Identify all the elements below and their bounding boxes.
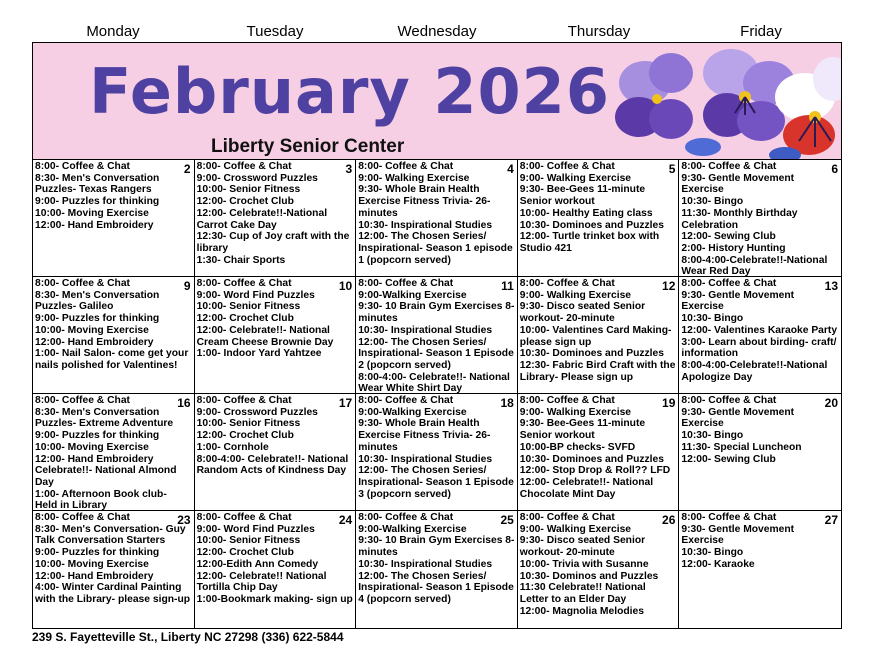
- day-number: 19: [662, 396, 676, 410]
- event-item: 8:00- Coffee & Chat: [358, 395, 454, 406]
- pansy-flowers-illustration: [609, 43, 841, 159]
- event-item: 10:00- Valentines Card Making- please sign up: [519, 324, 672, 348]
- day-number: 13: [824, 279, 838, 293]
- day-cell-4: [356, 160, 518, 277]
- day-number: 20: [824, 396, 838, 410]
- day-number: 10: [338, 279, 353, 293]
- event-item: 10:00- Moving Exercise: [35, 558, 149, 570]
- weekday-header: [32, 22, 842, 42]
- event-list: [358, 278, 515, 394]
- event-item: 2:00- History Hunting: [681, 242, 786, 254]
- day-cell-26: [518, 511, 680, 628]
- day-cell-23: [33, 511, 195, 628]
- event-list: [681, 512, 839, 571]
- event-item: 12:00- Karaoke: [681, 558, 755, 570]
- pansy-leaves: [685, 138, 801, 159]
- weekday-label: Tuesday: [246, 23, 304, 40]
- event-item: 8:00- Coffee & Chat: [358, 161, 454, 172]
- day-number: 6: [831, 162, 838, 176]
- event-item: 10:30- Inspirational Studies: [358, 324, 493, 336]
- event-item: 12:00- Celebrate!!- National Chocolate Mint Day: [519, 476, 654, 500]
- event-item: 9:30- Bee-Gees 11-minute Senior workout: [519, 184, 646, 208]
- event-item: 12:00- Hand Embroidery Celebrate!!- National Almond Day: [35, 453, 177, 488]
- event-item: 12:00- Magnolia Melodies: [519, 605, 644, 617]
- center-name: Liberty Senior Center: [211, 136, 405, 157]
- day-number: 25: [500, 513, 514, 527]
- day-number: 2: [183, 162, 191, 176]
- event-item: 11:30- Monthly Birthday Celebration: [681, 207, 798, 231]
- day-cell-17: [195, 394, 357, 511]
- event-item: 10:30- Bingo: [681, 430, 744, 442]
- event-item: 12:00- Hand Embroidery: [35, 570, 154, 582]
- event-item: 10:30- Inspirational Studies: [358, 453, 493, 465]
- event-item: 9:00- Puzzles for thinking: [35, 313, 160, 325]
- day-number: 23: [177, 513, 191, 527]
- day-cell-6: [679, 160, 841, 277]
- event-item: 8:00- Coffee & Chat: [519, 161, 615, 172]
- event-item: 10:30- Dominoes and Puzzles: [519, 219, 664, 231]
- event-item: 12:00- The Chosen Series/ Inspirational- Season 1 Episode 4 (popcorn served): [358, 570, 514, 605]
- event-list: [197, 395, 354, 477]
- event-item: 12:00- Turtle trinket box with Studio 421: [519, 231, 660, 254]
- event-item: 8:00- Coffee & Chat: [196, 395, 292, 406]
- event-item: 1:00- Indoor Yard Yahtzee: [196, 348, 322, 360]
- event-item: 12:00- Crochet Club: [196, 196, 294, 208]
- day-cell-10: [195, 277, 357, 394]
- event-item: 12:00- Hand Embroidery: [35, 336, 154, 348]
- event-item: 11:30 Celebrate!! National Letter to an Elder Day: [519, 582, 646, 605]
- event-item: 9:00- Puzzles for thinking: [35, 196, 160, 208]
- event-list: [681, 161, 839, 277]
- day-cell-5: [518, 160, 680, 277]
- event-item: 8:00- Coffee & Chat: [35, 278, 130, 289]
- event-list: [35, 161, 192, 231]
- weekday-label: Wednesday: [397, 23, 477, 40]
- day-number: 11: [501, 279, 514, 293]
- event-item: 9:00-Walking Exercise: [358, 406, 467, 418]
- event-item: 12:00- Celebrate!!- National Cream Cheese Brownie Day: [196, 324, 334, 348]
- event-item: 9:00- Crossword Puzzles: [196, 406, 318, 418]
- event-item: 12:00- The Chosen Series/ Inspirational- Season 1 Episode 3 (popcorn served): [358, 465, 514, 500]
- event-item: 8:00- Coffee & Chat: [35, 512, 130, 523]
- event-item: 11:30- Special Luncheon: [681, 441, 802, 453]
- event-item: 8:00-4:00-Celebrate!!-National Wear Red Day: [681, 254, 828, 277]
- event-item: 10:30- Bingo: [681, 547, 744, 559]
- event-item: 1:00- Cornhole: [196, 441, 269, 453]
- event-item: 8:00-4:00-Celebrate!!-National Apologize Day: [681, 359, 828, 383]
- event-item: 9:30- Gentle Movement Exercise: [681, 523, 795, 547]
- event-item: 9:00- Puzzles for thinking: [35, 547, 160, 559]
- day-number: 27: [824, 513, 838, 527]
- event-list: [197, 278, 354, 360]
- event-item: 12:00- Sewing Club: [681, 453, 776, 465]
- event-item: 9:00- Word Find Puzzles: [196, 523, 315, 535]
- event-item: 9:30- 10 Brain Gym Exercises 8-minutes: [358, 535, 515, 559]
- day-cell-20: [679, 394, 841, 511]
- calendar-grid: [32, 159, 842, 629]
- day-cell-18: [356, 394, 518, 511]
- event-item: 8:00- Coffee & Chat: [35, 161, 130, 172]
- event-item: 9:00- Walking Exercise: [519, 523, 632, 535]
- day-number: 24: [338, 513, 353, 527]
- event-item: 9:00-Walking Exercise: [358, 523, 467, 535]
- event-item: 8:00-4:00- Celebrate!!- National Wear White Shirt Day: [358, 371, 510, 394]
- event-list: [520, 161, 677, 255]
- event-item: 12:00- Stop Drop & Roll?? LFD: [519, 465, 671, 477]
- day-cell-25: [356, 511, 518, 628]
- event-list: [520, 278, 677, 383]
- event-item: 9:00- Puzzles for thinking: [35, 430, 160, 442]
- event-item: 9:30- Gentle Movement Exercise: [681, 406, 795, 430]
- day-number: 9: [183, 279, 191, 293]
- event-item: 12:00- Hand Embroidery: [35, 219, 154, 231]
- event-item: 1:30- Chair Sports: [196, 254, 286, 266]
- event-item: 12:00- Valentines Karaoke Party: [681, 324, 838, 336]
- day-cell-9: [33, 277, 195, 394]
- event-item: 9:30- Disco seated Senior workout- 20-minute: [519, 301, 646, 325]
- day-cell-24: [195, 511, 357, 628]
- event-item: 10:00-BP checks- SVFD: [519, 441, 636, 453]
- weekday-label: Friday: [740, 23, 782, 40]
- day-cell-16: [33, 394, 195, 511]
- event-item: 8:00- Coffee & Chat: [519, 512, 615, 523]
- event-item: 9:30- Bee-Gees 11-minute Senior workout: [519, 418, 646, 442]
- event-item: 9:30- Whole Brain Health Exercise Fitness Trivia- 26-minutes: [358, 418, 491, 453]
- day-number: 26: [662, 513, 676, 527]
- event-item: 1:00- Afternoon Book club- Held in Library: [35, 488, 167, 511]
- event-item: 9:30- Gentle Movement Exercise: [681, 289, 795, 313]
- weekday-label: Thursday: [567, 23, 631, 40]
- event-list: [358, 395, 515, 500]
- event-list: [681, 278, 839, 383]
- event-item: 8:00- Coffee & Chat: [519, 278, 615, 289]
- event-item: 10:30- Dominoes and Puzzles: [519, 348, 664, 360]
- event-item: 8:00-4:00- Celebrate!!- National Random Acts of Kindness Day: [196, 453, 349, 477]
- day-number: 5: [668, 162, 676, 176]
- event-item: 8:00- Coffee & Chat: [681, 161, 777, 172]
- event-item: 8:00- Coffee & Chat: [519, 395, 615, 406]
- event-item: 12:00- Crochet Club: [196, 313, 294, 325]
- event-list: [35, 395, 192, 511]
- month-banner: [32, 42, 842, 159]
- event-item: 8:30- Men's Conversation Puzzles- Texas Rangers: [35, 172, 160, 196]
- event-item: 10:00- Moving Exercise: [35, 207, 149, 219]
- day-cell-27: [679, 511, 841, 628]
- event-item: 4:00- Winter Cardinal Painting with the Library- please sign-up: [35, 582, 191, 605]
- event-item: 8:00- Coffee & Chat: [358, 278, 454, 289]
- event-list: [35, 512, 192, 606]
- event-item: 8:00- Coffee & Chat: [358, 512, 454, 523]
- event-item: 10:30- Inspirational Studies: [358, 219, 493, 231]
- event-item: 10:00- Moving Exercise: [35, 324, 149, 336]
- event-item: 12:00- Sewing Club: [681, 231, 776, 243]
- day-number: 16: [177, 396, 191, 410]
- day-cell-13: [679, 277, 841, 394]
- day-cell-3: [195, 160, 357, 277]
- event-item: 9:00-Walking Exercise: [358, 289, 467, 301]
- event-item: 9:30- 10 Brain Gym Exercises 8-minutes: [358, 301, 515, 325]
- event-item: 10:30- Bingo: [681, 313, 744, 325]
- event-item: 12:00- The Chosen Series/ Inspirational- Season 1 Episode 2 (popcorn served): [358, 336, 514, 371]
- event-item: 10:30- Dominoes and Puzzles: [519, 453, 664, 465]
- event-list: [35, 278, 192, 372]
- event-list: [197, 512, 354, 606]
- event-item: 8:00- Coffee & Chat: [196, 278, 292, 289]
- event-item: 9:30- Whole Brain Health Exercise Fitness Trivia- 26-minutes: [358, 184, 491, 219]
- day-number: 17: [338, 396, 353, 410]
- event-item: 3:00- Learn about birding- craft/ information: [681, 336, 837, 360]
- event-item: 8:00- Coffee & Chat: [681, 278, 777, 289]
- day-cell-2: [33, 160, 195, 277]
- event-item: 12:00- The Chosen Series/ Inspirational- Season 1 episode 1 (popcorn served): [358, 231, 513, 266]
- event-item: 10:30- Inspirational Studies: [358, 558, 493, 570]
- day-cell-11: [356, 277, 518, 394]
- event-item: 8:30- Men's Conversation- Guy Talk Conversation Starters: [35, 523, 186, 547]
- event-item: 9:30- Disco seated Senior workout- 20-minute: [519, 535, 646, 559]
- event-item: 10:00- Healthy Eating class: [519, 207, 653, 219]
- event-item: 9:00- Walking Exercise: [519, 289, 632, 301]
- event-item: 9:00- Crossword Puzzles: [196, 172, 318, 184]
- day-number: 18: [500, 396, 514, 410]
- event-item: 10:00- Senior Fitness: [196, 301, 301, 313]
- event-item: 10:00- Moving Exercise: [35, 441, 149, 453]
- center-address: 239 S. Fayetteville St., Liberty NC 27298 (336) 622-5844: [32, 630, 344, 644]
- event-item: 9:00- Word Find Puzzles: [196, 289, 315, 301]
- event-item: 9:30- Gentle Movement Exercise: [681, 172, 795, 196]
- event-item: 12:00-Edith Ann Comedy: [196, 558, 319, 570]
- event-item: 12:00- Crochet Club: [196, 430, 294, 442]
- event-item: 10:00- Trivia with Susanne: [519, 558, 649, 570]
- event-item: 8:30- Men's Conversation Puzzles- Extreme Adventure: [35, 406, 174, 430]
- event-list: [520, 512, 677, 617]
- event-item: 9:00- Walking Exercise: [519, 406, 632, 418]
- event-item: 10:00- Senior Fitness: [196, 184, 301, 196]
- event-item: 1:00- Nail Salon- come get your nails polished for Valentines!: [35, 348, 189, 371]
- event-item: 8:00- Coffee & Chat: [681, 512, 777, 523]
- event-list: [358, 161, 515, 266]
- event-item: 1:00-Bookmark making- sign up: [196, 593, 353, 605]
- pansy-flower-left: [615, 53, 693, 139]
- event-item: 12:00- Crochet Club: [196, 547, 294, 559]
- event-item: 8:00- Coffee & Chat: [35, 395, 130, 406]
- day-number: 12: [662, 279, 676, 293]
- event-item: 9:00- Walking Exercise: [358, 172, 470, 184]
- event-list: [197, 161, 354, 266]
- day-cell-12: [518, 277, 680, 394]
- day-number: 4: [507, 162, 514, 176]
- month-title: February 2026: [89, 55, 610, 128]
- event-item: 9:00- Walking Exercise: [519, 172, 632, 184]
- event-item: 8:00- Coffee & Chat: [196, 512, 292, 523]
- event-list: [520, 395, 677, 500]
- weekday-label: Monday: [86, 23, 140, 40]
- day-number: 3: [345, 162, 353, 176]
- event-item: 10:30- Dominos and Puzzles: [519, 570, 659, 582]
- event-item: 10:00- Senior Fitness: [196, 418, 301, 430]
- event-item: 8:30- Men's Conversation Puzzles- Galileo: [35, 289, 160, 313]
- event-item: 10:30- Bingo: [681, 196, 744, 208]
- event-item: 10:00- Senior Fitness: [196, 535, 301, 547]
- event-item: 8:00- Coffee & Chat: [681, 395, 777, 406]
- event-item: 12:00- Celebrate!! National Tortilla Chip Day: [196, 570, 327, 594]
- event-list: [358, 512, 515, 606]
- event-item: 12:30- Fabric Bird Craft with the Library- Please sign up: [519, 359, 676, 383]
- event-list: [681, 395, 839, 465]
- event-item: 8:00- Coffee & Chat: [196, 161, 292, 172]
- event-item: 12:00- Celebrate!!-National Carrot Cake Day: [196, 207, 328, 231]
- day-cell-19: [518, 394, 680, 511]
- event-item: 12:30- Cup of Joy craft with the library: [196, 231, 350, 254]
